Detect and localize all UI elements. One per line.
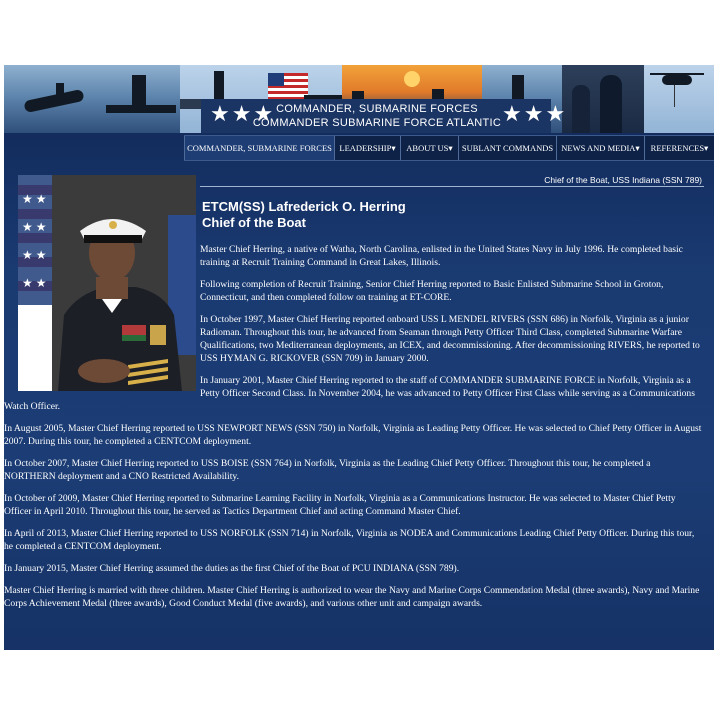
banner-photo-helicopter: [644, 65, 714, 133]
bio-paragraph-8: In April of 2013, Master Chief Herring reported to USS NORFOLK (SSN 714) in Norfolk, Virginia as NODEA and Communications Leading Chief Petty Officer. During this tour, he completed a CENTCOM deployment.: [4, 528, 695, 552]
nav-item-references[interactable]: REFERENCES▾: [644, 136, 714, 160]
nav-item-sublant-commands[interactable]: SUBLANT COMMANDS: [458, 136, 556, 160]
banner-photo-submarine-surfacing: [4, 65, 102, 133]
header-banner: [4, 65, 714, 133]
bio-paragraph-6: In October 2007, Master Chief Herring reported to USS BOISE (SSN 764) in Norfolk, Virginia as the Leading Chief Petty Officer. Throughout this tour, he completed a NORTHERN deployment and a CNO Restricted Availability.: [4, 458, 651, 482]
bio-paragraph-2: Following completion of Recruit Training, Senior Chief Herring reported to Basic Enlisted Submarine School in Groton, Connecticut, and then completed follow on training at ET-CORE.: [200, 279, 664, 303]
photo-spacer: [4, 243, 200, 393]
bio-paragraph-3: In October 1997, Master Chief Herring reported onboard USS L MENDEL RIVERS (SSN 686) in Norfolk, Virginia as a junior Radioman. Throughout this tour, he advanced from Seaman through Petty Officer Third Class, completed Submarine Warfare Qualifications, two Mediterranean deployments, an ICEX, and decommissioning. After decommissioning RIVERS, he reported to USS HYMAN G. RICKOVER (SSN 709) in January 2000.: [200, 314, 700, 364]
banner-photo-submarine-sail: [102, 65, 180, 133]
bio-paragraph-4: In January 2001, Master Chief Herring reported to the staff of COMMANDER SUBMARINE FORCE in Norfolk, Virginia as a Petty Officer Second Class. In November 2004, he was advanced to Petty Officer First Class while serving as a Communications Watch Officer.: [4, 375, 695, 412]
bio-paragraph-9: In January 2015, Master Chief Herring assumed the duties as the first Chief of the Boat of PCU INDIANA (SSN 789).: [4, 563, 460, 574]
main-nav: [184, 135, 714, 161]
profile-name: [202, 199, 406, 231]
banner-photo-sailors: [562, 65, 644, 133]
stars-left-icon: ★★★: [210, 102, 276, 127]
banner-title: [252, 102, 502, 130]
nav-item-leadership[interactable]: LEADERSHIP▾: [334, 136, 400, 160]
nav-item-about-us[interactable]: ABOUT US▾: [400, 136, 458, 160]
bio-paragraph-5: In August 2005, Master Chief Herring reported to USS NEWPORT NEWS (SSN 750) in Norfolk, Virginia as Leading Petty Officer. He was selected to Chief Petty Officer in August 2007. During this tour, he completed a CENTCOM deployment.: [4, 423, 702, 447]
svg-text:★ ★: ★ ★: [22, 220, 47, 234]
banner-title-line1: COMMANDER, SUBMARINE FORCES: [276, 103, 478, 115]
bio-paragraph-7: In October of 2009, Master Chief Herring reported to Submarine Learning Facility in Norfolk, Virginia as a Communications Instructor. He was selected to Master Chief Petty Officer in April 2010. Throughout this tour, he served as Tactics Department Chief and acting Command Master Chief.: [4, 493, 676, 517]
divider: [200, 186, 704, 187]
banner-title-line2: COMMANDER SUBMARINE FORCE ATLANTIC: [252, 117, 502, 129]
page-frame: [4, 65, 714, 650]
profile-title: Chief of the Boat: [202, 215, 306, 230]
bio-paragraph-10: Master Chief Herring is married with three children. Master Chief Herring is authorized to wear the Navy and Marine Corps Commendation Medal (three awards), Navy and Marine Corps Achievement Medal (three awards), Good Conduct Medal (five awards), and various other unit and campaign awards.: [4, 585, 700, 609]
profile-rank-name: ETCM(SS) Lafrederick O. Herring: [202, 199, 406, 214]
svg-text:★ ★: ★ ★: [22, 248, 47, 262]
stars-right-icon: ★★★: [502, 102, 568, 127]
breadcrumb: Chief of the Boat, USS Indiana (SSN 789): [544, 175, 702, 185]
svg-text:★ ★: ★ ★: [22, 192, 47, 206]
svg-text:★ ★: ★ ★: [22, 276, 47, 290]
nav-item-commander-submarine-forces[interactable]: COMMANDER, SUBMARINE FORCES: [184, 136, 334, 160]
bio-paragraph-1: Master Chief Herring, a native of Watha, North Carolina, enlisted in the United States Navy in July 1996. He completed basic training at Recruit Training Command in Great Lakes, Illinois.: [200, 244, 683, 268]
nav-item-news-and-media[interactable]: NEWS AND MEDIA▾: [556, 136, 644, 160]
bio-text: [4, 243, 714, 619]
